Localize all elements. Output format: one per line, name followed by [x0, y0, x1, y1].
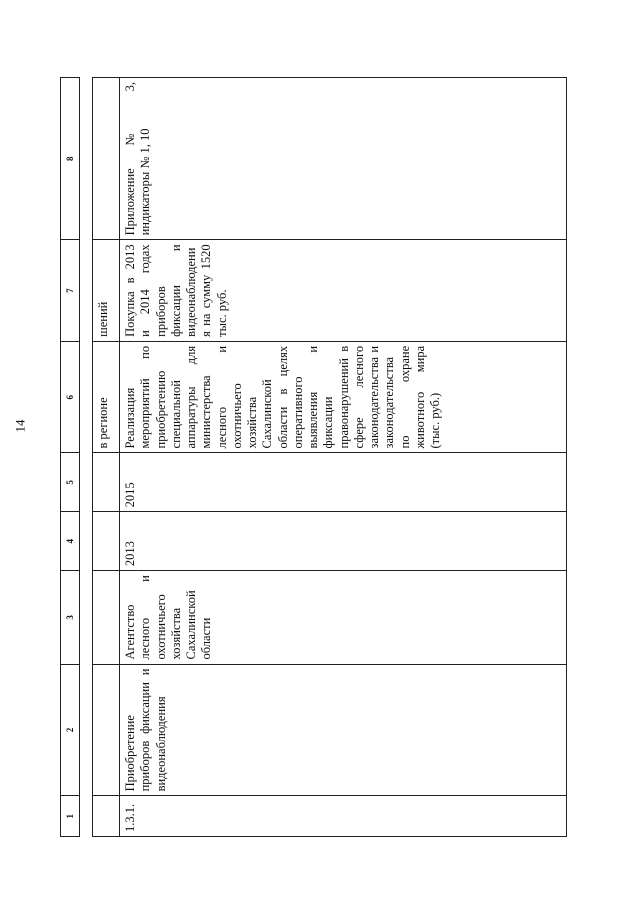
row-code: 1.3.1.	[120, 795, 567, 836]
row-end-year: 2015	[120, 452, 567, 511]
subheader-cell	[93, 795, 120, 836]
row-start-year: 2013	[120, 511, 567, 570]
continued-header-row	[93, 77, 120, 836]
subheader-cell	[93, 511, 120, 570]
subheader-cell-6: в регионе	[93, 341, 120, 453]
column-number: 2	[61, 664, 80, 796]
row-description: Покупка в 2013 и 2014 годах приборов фиксации и видеонаблюдения на сумму 1520 тыс. руб.	[120, 239, 567, 340]
subheader-cell	[93, 77, 120, 239]
row-name: Приобретение приборов фиксации и видеонаблюдения	[120, 664, 567, 796]
column-number: 7	[61, 239, 80, 340]
gap-row	[80, 77, 93, 836]
column-number: 1	[61, 795, 80, 836]
row-indicators: Приложение № 3, индикаторы № 1, 10	[120, 77, 567, 239]
gap-cell	[80, 77, 93, 836]
column-number: 5	[61, 452, 80, 511]
subheader-cell	[93, 664, 120, 796]
column-number-row	[61, 77, 80, 836]
page-number: 14	[12, 419, 28, 433]
subheader-cell	[93, 570, 120, 663]
column-number: 4	[61, 511, 80, 570]
subheader-cell-7: шений	[93, 239, 120, 340]
program-table	[60, 77, 567, 837]
table-row	[120, 77, 567, 836]
column-number: 6	[61, 341, 80, 453]
row-executor: Агентство лесного и охотничьего хозяйства Сахалинской области	[120, 570, 567, 663]
row-expected-result: Реализация мероприятий по приобретению специальной аппаратуры для министерства лесного и охотничьего хозяйства Сахалинской области в целях оперативного выявления и фиксации правонарушений в сфере лесного законодательства и законодательства по охране животного мира (тыс. руб.)	[120, 341, 567, 453]
column-number: 3	[61, 570, 80, 663]
subheader-cell	[93, 452, 120, 511]
column-number: 8	[61, 77, 80, 239]
rotated-table-wrapper	[60, 77, 620, 837]
